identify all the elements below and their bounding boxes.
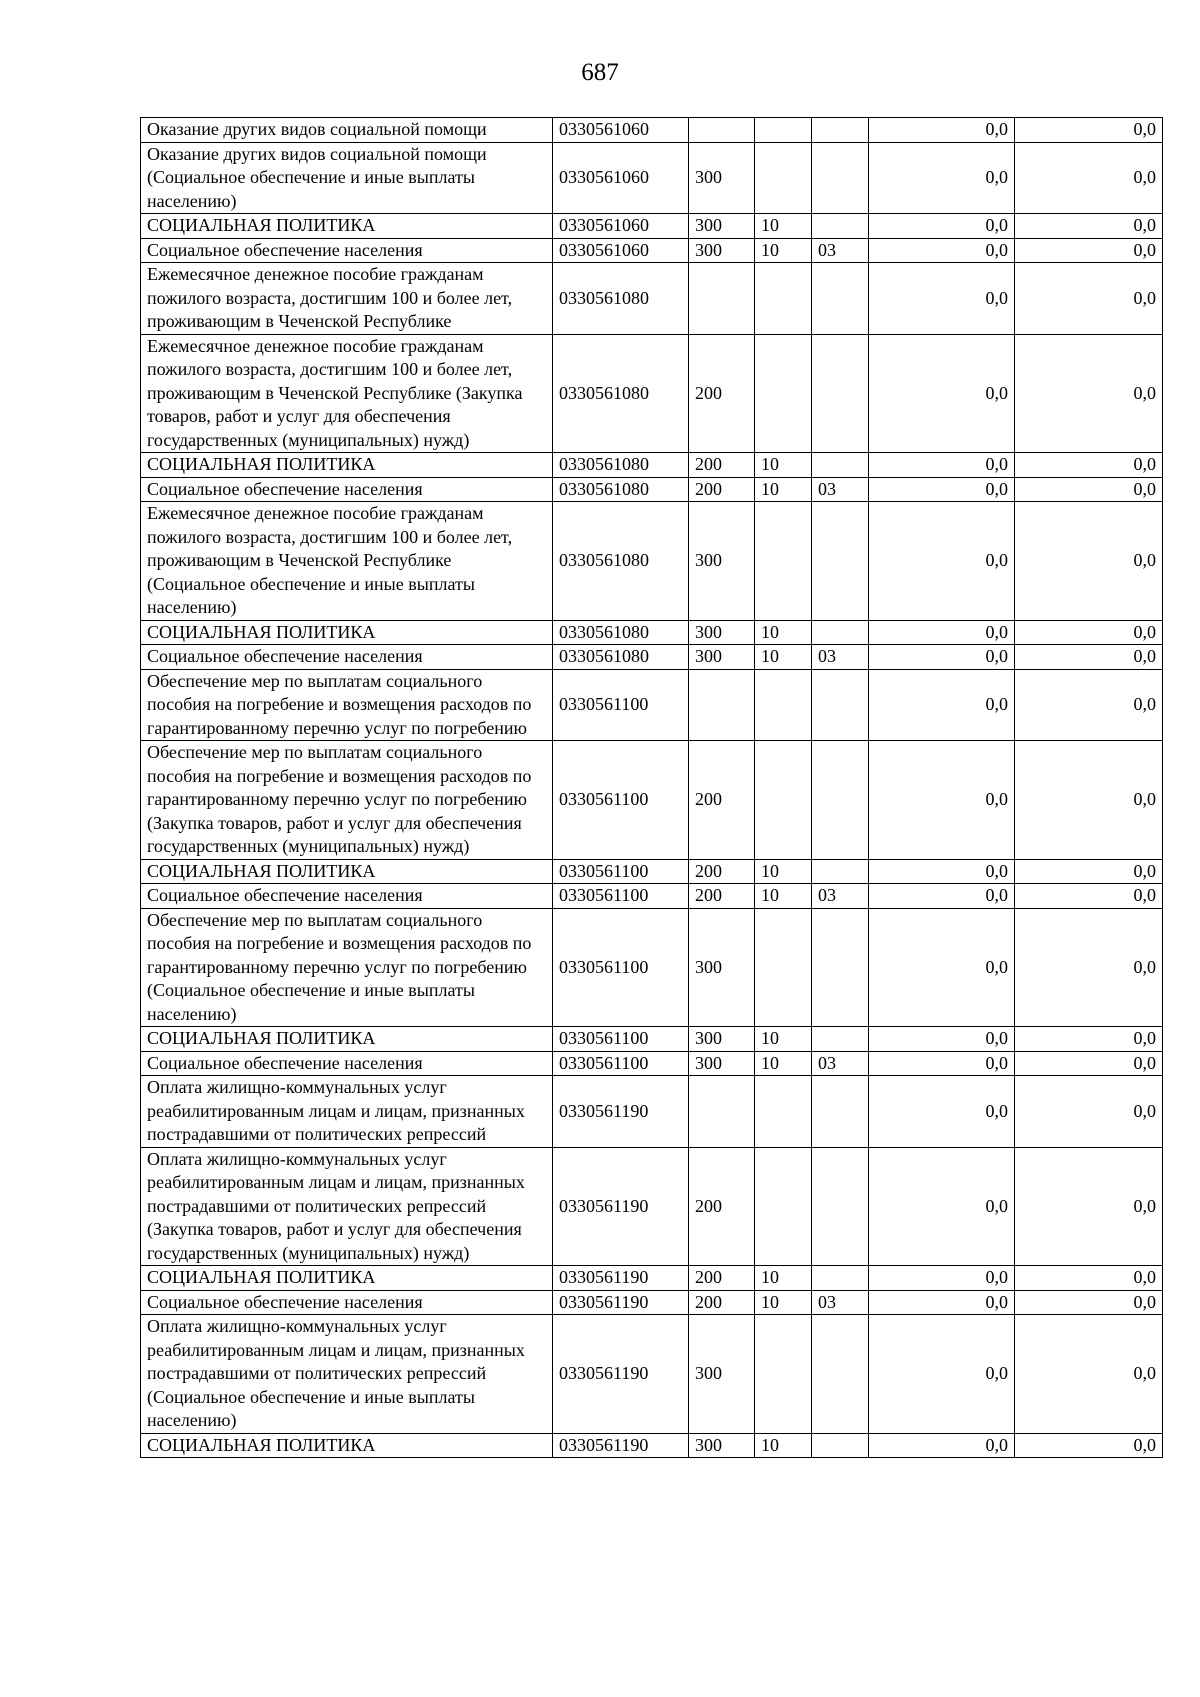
row-sum-cell-1: 0,0 [869,1315,1015,1434]
table-row [141,263,1163,335]
row-sum-cell-2: 0,0 [1015,1076,1163,1148]
row-section-cell: 10 [755,884,812,909]
row-sum-cell-2: 0,0 [1015,142,1163,214]
row-name-cell: СОЦИАЛЬНАЯ ПОЛИТИКА [141,620,553,645]
row-expense-type-cell: 300 [689,502,755,621]
row-sum-cell-1: 0,0 [869,453,1015,478]
row-subsection-cell: 03 [812,1290,869,1315]
row-name-cell: СОЦИАЛЬНАЯ ПОЛИТИКА [141,859,553,884]
row-section-cell [755,502,812,621]
row-expense-type-cell: 200 [689,334,755,453]
row-code-cell: 0330561080 [553,453,689,478]
budget-table [140,117,1163,1458]
row-sum-cell-2: 0,0 [1015,741,1163,860]
row-expense-type-cell: 200 [689,1266,755,1291]
row-section-cell: 10 [755,453,812,478]
row-section-cell [755,669,812,741]
row-expense-type-cell: 300 [689,1315,755,1434]
row-sum-cell-2: 0,0 [1015,669,1163,741]
row-sum-cell-1: 0,0 [869,645,1015,670]
table-row [141,1433,1163,1458]
row-sum-cell-1: 0,0 [869,1051,1015,1076]
row-code-cell: 0330561100 [553,1027,689,1052]
table-row [141,645,1163,670]
row-subsection-cell: 03 [812,1051,869,1076]
row-code-cell: 0330561100 [553,884,689,909]
row-expense-type-cell: 300 [689,1433,755,1458]
row-section-cell: 10 [755,238,812,263]
row-sum-cell-2: 0,0 [1015,1433,1163,1458]
row-sum-cell-2: 0,0 [1015,884,1163,909]
row-code-cell: 0330561190 [553,1266,689,1291]
row-sum-cell-2: 0,0 [1015,1147,1163,1266]
row-sum-cell-1: 0,0 [869,884,1015,909]
row-code-cell: 0330561100 [553,859,689,884]
row-name-cell: СОЦИАЛЬНАЯ ПОЛИТИКА [141,1027,553,1052]
table-row [141,502,1163,621]
row-sum-cell-1: 0,0 [869,214,1015,239]
table-row [141,1290,1163,1315]
row-subsection-cell [812,669,869,741]
row-expense-type-cell: 300 [689,908,755,1027]
row-code-cell: 0330561190 [553,1433,689,1458]
row-sum-cell-1: 0,0 [869,1433,1015,1458]
row-subsection-cell [812,859,869,884]
row-subsection-cell [812,453,869,478]
table-row [141,1266,1163,1291]
row-section-cell: 10 [755,1051,812,1076]
table-row [141,1076,1163,1148]
row-code-cell: 0330561100 [553,908,689,1027]
row-subsection-cell [812,502,869,621]
table-row [141,214,1163,239]
row-name-cell: СОЦИАЛЬНАЯ ПОЛИТИКА [141,1266,553,1291]
row-subsection-cell [812,118,869,143]
row-code-cell: 0330561060 [553,214,689,239]
row-sum-cell-2: 0,0 [1015,859,1163,884]
row-expense-type-cell: 200 [689,453,755,478]
row-subsection-cell [812,1266,869,1291]
table-row [141,142,1163,214]
row-section-cell [755,908,812,1027]
row-section-cell [755,1076,812,1148]
row-expense-type-cell: 200 [689,1147,755,1266]
table-row [141,741,1163,860]
row-name-cell: СОЦИАЛЬНАЯ ПОЛИТИКА [141,453,553,478]
row-name-cell: Обеспечение мер по выплатам социального пособия на погребение и возмещения расходов по гарантированному перечню услуг по погребению (Закупка товаров, работ и услуг для обеспечения государственных (муниципальных) нужд) [141,741,553,860]
row-section-cell [755,118,812,143]
row-section-cell: 10 [755,645,812,670]
table-row [141,1027,1163,1052]
row-name-cell: СОЦИАЛЬНАЯ ПОЛИТИКА [141,214,553,239]
row-sum-cell-1: 0,0 [869,502,1015,621]
row-sum-cell-2: 0,0 [1015,1266,1163,1291]
row-section-cell [755,741,812,860]
row-sum-cell-1: 0,0 [869,238,1015,263]
row-code-cell: 0330561060 [553,142,689,214]
row-sum-cell-2: 0,0 [1015,118,1163,143]
row-code-cell: 0330561060 [553,118,689,143]
table-row [141,334,1163,453]
table-row [141,859,1163,884]
row-code-cell: 0330561080 [553,645,689,670]
row-sum-cell-2: 0,0 [1015,334,1163,453]
row-expense-type-cell: 200 [689,477,755,502]
row-subsection-cell [812,1315,869,1434]
row-code-cell: 0330561080 [553,620,689,645]
row-sum-cell-1: 0,0 [869,1290,1015,1315]
table-row [141,620,1163,645]
row-expense-type-cell [689,263,755,335]
row-name-cell: Социальное обеспечение населения [141,238,553,263]
row-section-cell [755,1315,812,1434]
row-code-cell: 0330561080 [553,477,689,502]
row-sum-cell-1: 0,0 [869,669,1015,741]
row-code-cell: 0330561060 [553,238,689,263]
row-expense-type-cell: 200 [689,859,755,884]
table-row [141,669,1163,741]
row-subsection-cell [812,741,869,860]
row-section-cell: 10 [755,214,812,239]
row-code-cell: 0330561080 [553,334,689,453]
row-sum-cell-2: 0,0 [1015,238,1163,263]
row-subsection-cell: 03 [812,884,869,909]
row-subsection-cell: 03 [812,238,869,263]
row-sum-cell-2: 0,0 [1015,1290,1163,1315]
table-row [141,1315,1163,1434]
row-sum-cell-1: 0,0 [869,334,1015,453]
row-expense-type-cell: 300 [689,214,755,239]
row-sum-cell-1: 0,0 [869,1076,1015,1148]
row-section-cell: 10 [755,1290,812,1315]
row-subsection-cell [812,142,869,214]
row-sum-cell-2: 0,0 [1015,620,1163,645]
row-subsection-cell: 03 [812,477,869,502]
row-name-cell: Оплата жилищно-коммунальных услуг реабилитированным лицам и лицам, признанных пострадавшими от политических репрессий (Закупка товаров, работ и услуг для обеспечения государственных (муниципальных) нужд) [141,1147,553,1266]
row-subsection-cell [812,908,869,1027]
row-sum-cell-2: 0,0 [1015,477,1163,502]
row-name-cell: Оплата жилищно-коммунальных услуг реабилитированным лицам и лицам, признанных пострадавшими от политических репрессий (Социальное обеспечение и иные выплаты населению) [141,1315,553,1434]
row-sum-cell-2: 0,0 [1015,1027,1163,1052]
row-sum-cell-1: 0,0 [869,142,1015,214]
row-sum-cell-2: 0,0 [1015,645,1163,670]
row-subsection-cell [812,334,869,453]
row-section-cell: 10 [755,620,812,645]
row-sum-cell-2: 0,0 [1015,908,1163,1027]
row-name-cell: Социальное обеспечение населения [141,477,553,502]
row-section-cell [755,142,812,214]
row-name-cell: Социальное обеспечение населения [141,1051,553,1076]
row-expense-type-cell [689,669,755,741]
row-name-cell: Обеспечение мер по выплатам социального пособия на погребение и возмещения расходов по гарантированному перечню услуг по погребению (Социальное обеспечение и иные выплаты населению) [141,908,553,1027]
row-sum-cell-1: 0,0 [869,741,1015,860]
table-row [141,884,1163,909]
row-subsection-cell [812,1147,869,1266]
row-code-cell: 0330561100 [553,1051,689,1076]
row-section-cell: 10 [755,1266,812,1291]
table-row [141,453,1163,478]
row-sum-cell-1: 0,0 [869,1147,1015,1266]
row-code-cell: 0330561100 [553,669,689,741]
row-sum-cell-1: 0,0 [869,859,1015,884]
row-sum-cell-2: 0,0 [1015,453,1163,478]
row-sum-cell-1: 0,0 [869,118,1015,143]
row-sum-cell-2: 0,0 [1015,1315,1163,1434]
table-body [141,118,1163,1458]
row-subsection-cell [812,1433,869,1458]
row-subsection-cell [812,1027,869,1052]
row-expense-type-cell: 200 [689,1290,755,1315]
row-expense-type-cell: 200 [689,884,755,909]
row-sum-cell-1: 0,0 [869,620,1015,645]
table-row [141,908,1163,1027]
row-code-cell: 0330561080 [553,502,689,621]
row-sum-cell-1: 0,0 [869,263,1015,335]
row-expense-type-cell [689,118,755,143]
row-name-cell: Обеспечение мер по выплатам социального пособия на погребение и возмещения расходов по гарантированному перечню услуг по погребению [141,669,553,741]
row-section-cell: 10 [755,859,812,884]
row-name-cell: Ежемесячное денежное пособие гражданам пожилого возраста, достигшим 100 и более лет, проживающим в Чеченской Республике [141,263,553,335]
row-sum-cell-1: 0,0 [869,477,1015,502]
row-code-cell: 0330561190 [553,1076,689,1148]
row-subsection-cell: 03 [812,645,869,670]
row-name-cell: Социальное обеспечение населения [141,645,553,670]
row-expense-type-cell: 200 [689,741,755,860]
row-code-cell: 0330561080 [553,263,689,335]
row-sum-cell-2: 0,0 [1015,1051,1163,1076]
row-name-cell: Оказание других видов социальной помощи [141,118,553,143]
row-expense-type-cell: 300 [689,1051,755,1076]
row-code-cell: 0330561100 [553,741,689,860]
row-subsection-cell [812,1076,869,1148]
row-subsection-cell [812,620,869,645]
row-code-cell: 0330561190 [553,1290,689,1315]
row-name-cell: Оплата жилищно-коммунальных услуг реабилитированным лицам и лицам, признанных пострадавшими от политических репрессий [141,1076,553,1148]
table-row [141,477,1163,502]
table-row [141,1051,1163,1076]
row-expense-type-cell: 300 [689,645,755,670]
row-sum-cell-2: 0,0 [1015,502,1163,621]
row-name-cell: СОЦИАЛЬНАЯ ПОЛИТИКА [141,1433,553,1458]
row-sum-cell-2: 0,0 [1015,263,1163,335]
row-sum-cell-1: 0,0 [869,1027,1015,1052]
row-name-cell: Ежемесячное денежное пособие гражданам пожилого возраста, достигшим 100 и более лет, проживающим в Чеченской Республике (Социальное обеспечение и иные выплаты населению) [141,502,553,621]
row-name-cell: Социальное обеспечение населения [141,884,553,909]
row-code-cell: 0330561190 [553,1147,689,1266]
row-expense-type-cell: 300 [689,1027,755,1052]
row-expense-type-cell: 300 [689,238,755,263]
row-code-cell: 0330561190 [553,1315,689,1434]
row-name-cell: Оказание других видов социальной помощи (Социальное обеспечение и иные выплаты населению) [141,142,553,214]
row-subsection-cell [812,214,869,239]
row-sum-cell-1: 0,0 [869,908,1015,1027]
row-sum-cell-1: 0,0 [869,1266,1015,1291]
row-section-cell: 10 [755,1433,812,1458]
row-section-cell: 10 [755,1027,812,1052]
row-subsection-cell [812,263,869,335]
table-row [141,1147,1163,1266]
row-section-cell [755,334,812,453]
row-section-cell [755,1147,812,1266]
row-name-cell: Ежемесячное денежное пособие гражданам пожилого возраста, достигшим 100 и более лет, проживающим в Чеченской Республике (Закупка товаров, работ и услуг для обеспечения государственных (муниципальных) нужд) [141,334,553,453]
row-expense-type-cell: 300 [689,142,755,214]
row-section-cell: 10 [755,477,812,502]
row-expense-type-cell [689,1076,755,1148]
row-sum-cell-2: 0,0 [1015,214,1163,239]
row-expense-type-cell: 300 [689,620,755,645]
row-section-cell [755,263,812,335]
table-row [141,118,1163,143]
row-name-cell: Социальное обеспечение населения [141,1290,553,1315]
page-number: 687 [581,59,619,86]
table-row [141,238,1163,263]
